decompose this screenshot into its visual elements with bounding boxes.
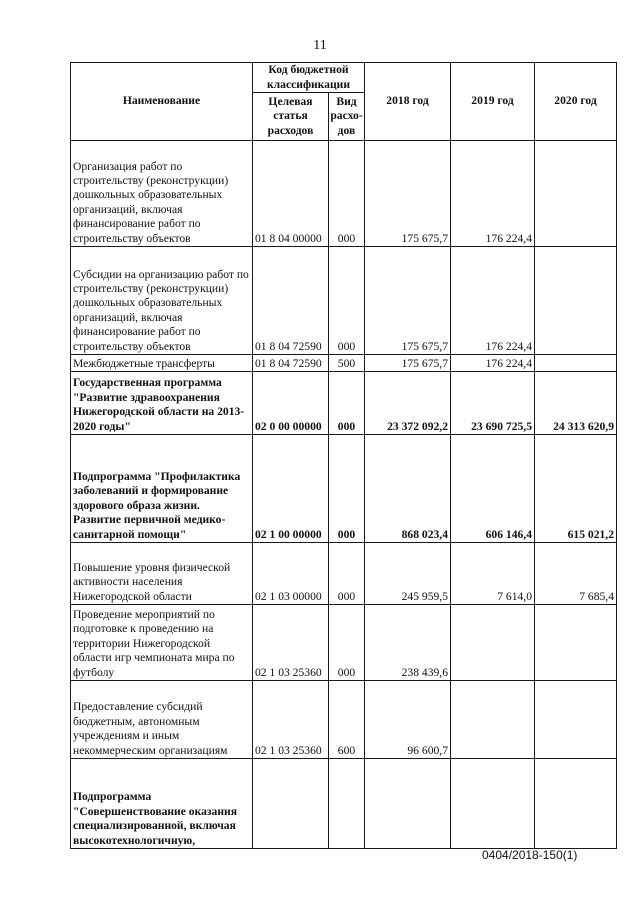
budget-table xyxy=(70,62,617,849)
row-2018: 868 023,4 xyxy=(365,435,451,543)
row-2018: 238 439,6 xyxy=(365,605,451,681)
header-year-2020: 2020 год xyxy=(535,63,617,141)
row-2018: 245 959,5 xyxy=(365,543,451,605)
row-2019: 7 614,0 xyxy=(451,543,535,605)
row-2020 xyxy=(535,605,617,681)
table-row xyxy=(71,605,617,681)
row-type: 000 xyxy=(329,605,365,681)
row-code: 01 8 04 72590 xyxy=(253,355,329,372)
header-code-group: Код бюджетной классификации xyxy=(253,63,365,93)
table-row xyxy=(71,247,617,355)
row-2020: 615 021,2 xyxy=(535,435,617,543)
row-2020 xyxy=(535,355,617,372)
row-name: Проведение мероприятий по подготовке к проведению на территории Нижегородской области игр чемпионата мира по футболу xyxy=(71,605,253,681)
header-year-2018: 2018 год xyxy=(365,63,451,141)
row-2020 xyxy=(535,681,617,759)
row-2020 xyxy=(535,759,617,849)
row-code: 02 1 03 00000 xyxy=(253,543,329,605)
row-2019 xyxy=(451,759,535,849)
table-row xyxy=(71,681,617,759)
table-row xyxy=(71,759,617,849)
table-row xyxy=(71,141,617,247)
row-code: 02 0 00 00000 xyxy=(253,372,329,435)
table-row xyxy=(71,355,617,372)
document-code: 0404/2018-150(1) xyxy=(482,848,578,862)
row-2018: 96 600,7 xyxy=(365,681,451,759)
header-name: Наименование xyxy=(71,63,253,141)
row-name: Субсидии на организацию работ по строительству (реконструкции) дошкольных образовательных организаций, включая финансирование работ по строительству объектов xyxy=(71,247,253,355)
row-code: 01 8 04 00000 xyxy=(253,141,329,247)
row-name: Межбюджетные трансферты xyxy=(71,355,253,372)
row-2018: 175 675,7 xyxy=(365,355,451,372)
row-2018: 23 372 092,2 xyxy=(365,372,451,435)
row-2019: 23 690 725,5 xyxy=(451,372,535,435)
row-type: 500 xyxy=(329,355,365,372)
row-2018 xyxy=(365,759,451,849)
row-name: Государственная программа "Развитие здравоохранения Нижегородской области на 2013-2020 годы" xyxy=(71,372,253,435)
row-2019: 176 224,4 xyxy=(451,141,535,247)
row-type: 000 xyxy=(329,141,365,247)
row-type: 000 xyxy=(329,372,365,435)
row-type xyxy=(329,759,365,849)
header-year-2019: 2019 год xyxy=(451,63,535,141)
row-type: 000 xyxy=(329,435,365,543)
row-2019 xyxy=(451,605,535,681)
row-name: Подпрограмма "Совершенствование оказания специализированной, включая высокотехнологичную, xyxy=(71,759,253,849)
row-2020 xyxy=(535,247,617,355)
row-2019: 176 224,4 xyxy=(451,355,535,372)
row-2020: 24 313 620,9 xyxy=(535,372,617,435)
row-code xyxy=(253,759,329,849)
row-2018: 175 675,7 xyxy=(365,247,451,355)
table-row xyxy=(71,372,617,435)
row-2019: 176 224,4 xyxy=(451,247,535,355)
row-2020 xyxy=(535,141,617,247)
row-code: 02 1 03 25360 xyxy=(253,605,329,681)
table-row xyxy=(71,543,617,605)
row-code: 01 8 04 72590 xyxy=(253,247,329,355)
row-type: 600 xyxy=(329,681,365,759)
table-row xyxy=(71,435,617,543)
row-name: Подпрограмма "Профилактика заболеваний и формирование здорового образа жизни. Развитие первичной медико-санитарной помощи" xyxy=(71,435,253,543)
row-name: Повышение уровня физической активности населения Нижегородской области xyxy=(71,543,253,605)
page-number: 11 xyxy=(313,38,327,53)
row-name: Предоставление субсидий бюджетным, автономным учреждениям и иным некоммерческим организациям xyxy=(71,681,253,759)
row-2019 xyxy=(451,681,535,759)
row-2019: 606 146,4 xyxy=(451,435,535,543)
header-target-article: Целевая статья расходов xyxy=(253,93,329,141)
header-expense-type: Вид расхо-дов xyxy=(329,93,365,141)
row-2018: 175 675,7 xyxy=(365,141,451,247)
row-type: 000 xyxy=(329,247,365,355)
row-2020: 7 685,4 xyxy=(535,543,617,605)
row-name: Организация работ по строительству (реконструкции) дошкольных образовательных организаций, включая финансирование работ по строительству объектов xyxy=(71,141,253,247)
row-code: 02 1 00 00000 xyxy=(253,435,329,543)
row-type: 000 xyxy=(329,543,365,605)
row-code: 02 1 03 25360 xyxy=(253,681,329,759)
